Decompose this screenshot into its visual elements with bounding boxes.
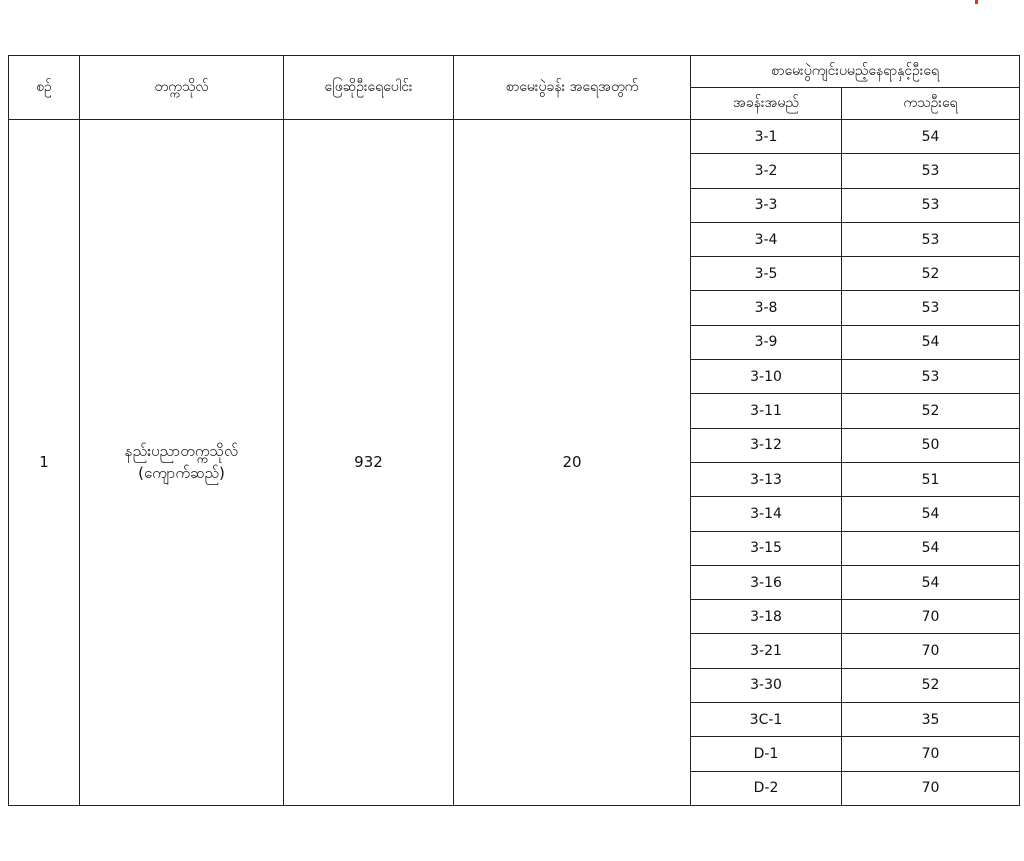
header-allocation-group: စာမေးပွဲကျင်းပမည့်နေရာနှင့်ဦးရေ: [691, 56, 1020, 88]
header-serial: စဉ်: [9, 56, 80, 120]
cell-room-count: 52: [842, 394, 1020, 428]
cell-room-no: 3C-1: [691, 703, 842, 737]
cell-room-count: 54: [842, 565, 1020, 599]
cell-room-no: 3-9: [691, 325, 842, 359]
cell-room-no: D-1: [691, 737, 842, 771]
header-room-no: အခန်းအမည်: [691, 88, 842, 120]
cell-room-count: 54: [842, 120, 1020, 154]
cell-room-no: 3-18: [691, 600, 842, 634]
cell-room-count: 51: [842, 462, 1020, 496]
cell-room-count: 35: [842, 703, 1020, 737]
cell-room-no: 3-4: [691, 222, 842, 256]
cell-room-no: 3-1: [691, 120, 842, 154]
cell-total-candidates: 932: [284, 120, 454, 806]
cell-room-count: 70: [842, 737, 1020, 771]
cell-room-no: 3-30: [691, 668, 842, 702]
cell-room-no: 3-15: [691, 531, 842, 565]
cell-room-count: 70: [842, 771, 1020, 805]
header-candidates: ကသဦးရေ: [842, 88, 1020, 120]
cell-room-no: 3-14: [691, 497, 842, 531]
cell-room-count: 53: [842, 154, 1020, 188]
cell-room-no: D-2: [691, 771, 842, 805]
cell-room-count: 53: [842, 360, 1020, 394]
header-total-candidates: ဖြေဆိုဦးရေပေါင်း: [284, 56, 454, 120]
cell-room-count: 52: [842, 257, 1020, 291]
university-name: နည်းပညာတက္ကသိုလ်: [124, 442, 239, 461]
table-body: [9, 120, 1020, 806]
cell-room-count: 53: [842, 222, 1020, 256]
cell-room-count: 54: [842, 325, 1020, 359]
cell-room-no: 3-5: [691, 257, 842, 291]
cell-room-no: 3-3: [691, 188, 842, 222]
cell-room-count: 54: [842, 531, 1020, 565]
cell-room-count: 54: [842, 497, 1020, 531]
cell-university: [80, 120, 284, 806]
cell-room-count: 70: [842, 600, 1020, 634]
cell-room-no: 3-13: [691, 462, 842, 496]
cell-room-no: 3-16: [691, 565, 842, 599]
university-location: (ကျောက်ဆည်): [138, 464, 225, 483]
table-row: [9, 120, 1020, 154]
header-university: တက္ကသိုလ်: [80, 56, 284, 120]
cell-room-count: 53: [842, 188, 1020, 222]
cell-room-count: 50: [842, 428, 1020, 462]
cell-room-count: 53: [842, 291, 1020, 325]
cell-serial: 1: [9, 120, 80, 806]
header-hall-count: စာမေးပွဲခန်း အရေအတွက်: [454, 56, 691, 120]
cell-room-count: 70: [842, 634, 1020, 668]
cell-room-count: 52: [842, 668, 1020, 702]
cell-hall-count: 20: [454, 120, 691, 806]
cell-room-no: 3-2: [691, 154, 842, 188]
cell-room-no: 3-21: [691, 634, 842, 668]
cell-room-no: 3-8: [691, 291, 842, 325]
corner-mark: [975, 0, 978, 4]
exam-allocation-table: [8, 55, 1020, 806]
cell-room-no: 3-10: [691, 360, 842, 394]
cell-room-no: 3-11: [691, 394, 842, 428]
cell-room-no: 3-12: [691, 428, 842, 462]
